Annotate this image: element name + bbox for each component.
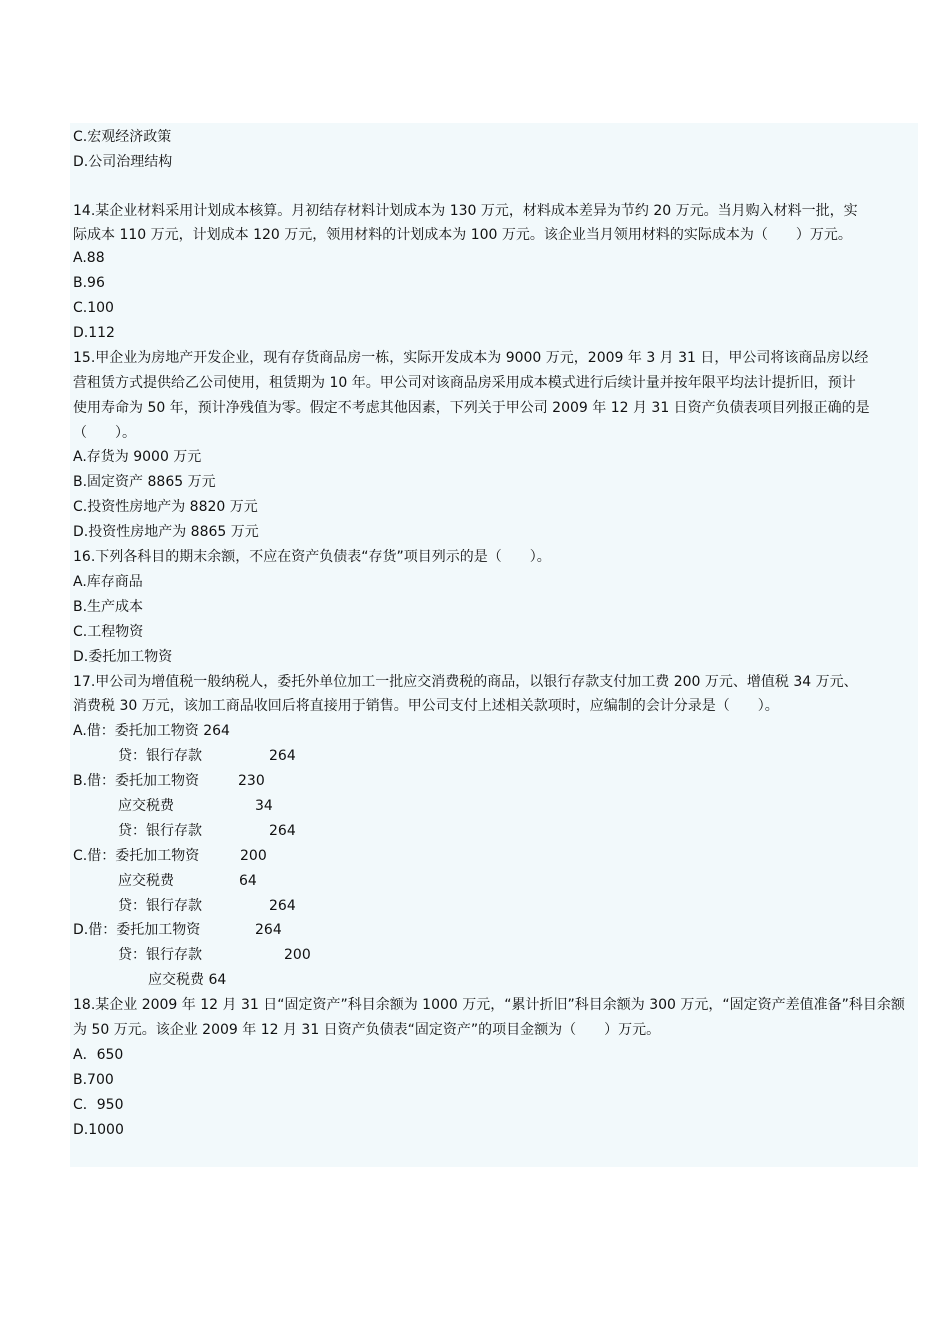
option-text: C.投资性房地产为 8820 万元 xyxy=(73,499,258,515)
entry-label: C.借：委托加工物资 xyxy=(73,848,200,864)
option-text: D.公司治理结构 xyxy=(73,154,173,170)
document-page xyxy=(70,123,918,1167)
option-text: B.固定资产 8865 万元 xyxy=(73,474,216,490)
option-text: C.100 xyxy=(73,300,114,316)
entry-amount: 64 xyxy=(239,873,257,889)
question-text: 际成本 110 万元，计划成本 120 万元，领用材料的计划成本为 100 万元。该企业当月领用材料的实际成本为（ ）万元。 xyxy=(73,227,852,243)
journal-entry xyxy=(118,796,273,816)
option-text: B.生产成本 xyxy=(73,599,144,615)
option-text: C.工程物资 xyxy=(73,624,144,640)
entry-label: 应交税费 xyxy=(118,798,174,814)
question-text: 18.某企业 2009 年 12 月 31 日“固定资产”科目余额为 1000 万元，“累计折旧”科目余额为 300 万元，“固定资产差值准备”科目余额 xyxy=(73,997,905,1013)
question-text: 营租赁方式提供给乙公司使用，租赁期为 10 年。甲公司对该商品房采用成本模式进行后续计量并按年限平均法计提折旧，预计 xyxy=(73,375,856,391)
journal-entry xyxy=(73,920,282,940)
entry-label: 贷：银行存款 xyxy=(118,823,202,839)
option-text: C.宏观经济政策 xyxy=(73,129,172,145)
entry-amount: 264 xyxy=(269,748,296,764)
entry-label: 贷：银行存款 xyxy=(118,947,202,963)
question-text: 使用寿命为 50 年，预计净残值为零。假定不考虑其他因素，下列关于甲公司 2009 年 12 月 31 日资产负债表项目列报正确的是 xyxy=(73,400,870,416)
journal-entry xyxy=(118,896,296,916)
journal-entry xyxy=(118,945,311,965)
question-text: （ ）。 xyxy=(73,425,136,441)
entry-amount: 264 xyxy=(269,898,296,914)
journal-entry xyxy=(118,871,257,891)
entry-amount: 200 xyxy=(240,848,267,864)
journal-entry xyxy=(73,846,267,866)
option-text: B.96 xyxy=(73,275,105,291)
question-text: 14.某企业材料采用计划成本核算。月初结存材料计划成本为 130 万元，材料成本差异为节约 20 万元。当月购入材料一批，实 xyxy=(73,203,858,219)
entry-label: 贷：银行存款 xyxy=(118,748,202,764)
journal-entry xyxy=(73,771,265,791)
entry-amount: 230 xyxy=(238,773,265,789)
entry-amount: 200 xyxy=(284,947,311,963)
option-text: A.存货为 9000 万元 xyxy=(73,449,202,465)
journal-entry xyxy=(118,821,296,841)
entry-amount: 264 xyxy=(269,823,296,839)
journal-entry: A.借：委托加工物资 264 xyxy=(73,723,230,739)
question-text: 为 50 万元。该企业 2009 年 12 月 31 日资产负债表“固定资产”的项目金额为（ ）万元。 xyxy=(73,1022,661,1038)
question-text: 15.甲企业为房地产开发企业，现有存货商品房一栋，实际开发成本为 9000 万元，2009 年 3 月 31 日，甲公司将该商品房以经 xyxy=(73,350,869,366)
journal-entry: 应交税费 64 xyxy=(148,972,227,988)
option-text: D.投资性房地产为 8865 万元 xyxy=(73,524,259,540)
option-text: A．650 xyxy=(73,1047,124,1063)
option-text: A.库存商品 xyxy=(73,574,143,590)
entry-amount: 34 xyxy=(255,798,273,814)
entry-amount: 264 xyxy=(255,922,282,938)
question-text: 消费税 30 万元，该加工商品收回后将直接用于销售。甲公司支付上述相关款项时，应编制的会计分录是（ ）。 xyxy=(73,698,779,714)
option-text: B.700 xyxy=(73,1072,114,1088)
option-text: D.112 xyxy=(73,325,115,341)
question-text: 17.甲公司为增值税一般纳税人，委托外单位加工一批应交消费税的商品，以银行存款支付加工费 200 万元、增值税 34 万元、 xyxy=(73,674,858,690)
entry-label: D.借：委托加工物资 xyxy=(73,922,201,938)
question-text: 16.下列各科目的期末余额，不应在资产负债表“存货”项目列示的是（ ）。 xyxy=(73,549,551,565)
option-text: C．950 xyxy=(73,1097,124,1113)
entry-label: 应交税费 xyxy=(118,873,174,889)
entry-label: 贷：银行存款 xyxy=(118,898,202,914)
journal-entry xyxy=(118,746,296,766)
option-text: D.1000 xyxy=(73,1122,124,1138)
entry-label: B.借：委托加工物资 xyxy=(73,773,200,789)
option-text: D.委托加工物资 xyxy=(73,649,173,665)
option-text: A.88 xyxy=(73,250,105,266)
